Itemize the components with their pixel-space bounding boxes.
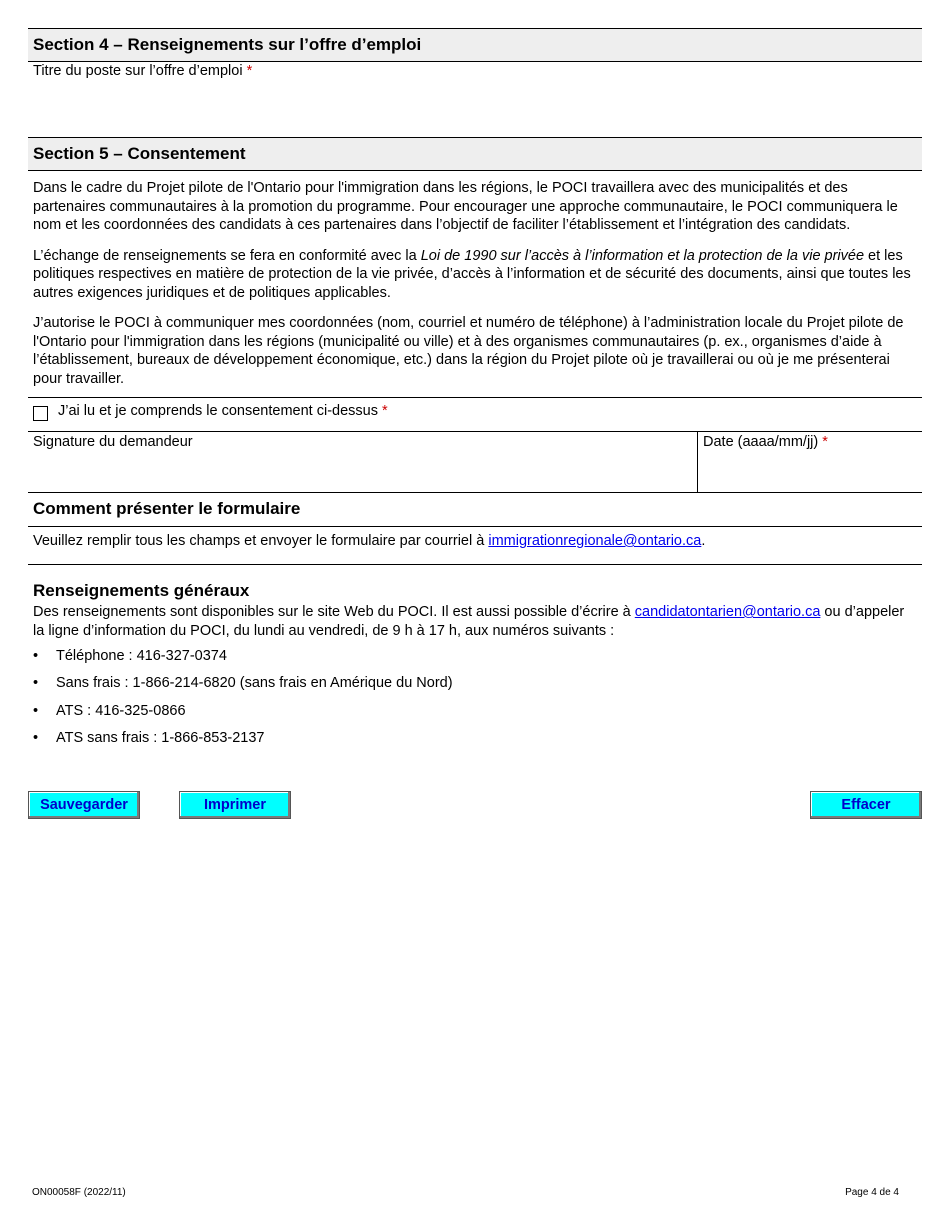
list-item — [28, 674, 922, 701]
law-title: Loi de 1990 sur l’accès à l’information et la protection de la vie privée — [420, 247, 865, 264]
general-info-title: Renseignements généraux — [33, 581, 250, 600]
consent-text — [28, 171, 922, 397]
bullet-icon: • — [33, 729, 39, 746]
save-button[interactable]: Sauvegarder — [28, 791, 140, 819]
submission-email-link[interactable]: immigrationregionale@ontario.ca — [488, 533, 702, 549]
general-info-text — [28, 603, 922, 641]
consent-paragraph-3: J’autorise le POCI à communiquer mes coordonnées (nom, courriel et numéro de téléphone) à l’administration locale du Projet pilote de l'Ontario pour l'immigration dans les régions (municipalité ou ville) et à des organismes communautaires (p. ex., organismes d’aide à l’établissement, bureaux de développement économique, etc.) dans la région du Projet pilote où je travaillerai ou où je me présenterai pour travailler. — [33, 315, 904, 387]
contact-phone: Téléphone : 416-327-0374 — [56, 648, 227, 664]
list-item — [28, 647, 922, 674]
form-page — [28, 28, 922, 756]
bullet-icon: • — [33, 702, 39, 719]
contact-toll-free: Sans frais : 1-866-214-6820 (sans frais en Amérique du Nord) — [56, 675, 453, 692]
form-code: ON00058F (2022/11) — [32, 1187, 126, 1198]
consent-paragraph-2-start: L’échange de renseignements se fera en conformité avec la — [33, 247, 421, 264]
consent-paragraph-1: Dans le cadre du Projet pilote de l'Ontario pour l'immigration dans les régions, le POCI travaillera avec des municipalités et des partenaires communautaires à la promotion du programme. Pour encourager une approche communautaire, le POCI communiquera le nom et les coordonnées des candidats à ces partenaires dans l’objectif de faciliter l’établissement et l’intégration des candidats. — [33, 180, 898, 233]
how-to-submit-text-end: . — [701, 533, 706, 549]
how-to-submit-title: Comment présenter le formulaire — [33, 499, 301, 518]
consent-paragraph-2 — [28, 247, 922, 303]
list-item — [28, 729, 922, 756]
job-title-label: Titre du poste sur l’offre d’emploi — [33, 63, 243, 79]
list-item — [28, 702, 922, 729]
contact-email-link[interactable]: candidatontarien@ontario.ca — [634, 604, 821, 620]
consent-checkbox[interactable] — [33, 406, 48, 421]
bullet-icon: • — [33, 675, 39, 692]
contact-tty: ATS : 416-325-0866 — [56, 702, 186, 719]
required-mark: * — [822, 434, 828, 450]
section4-header — [28, 28, 922, 62]
bullet-icon: • — [33, 648, 39, 664]
required-mark: * — [246, 63, 253, 79]
job-title-field[interactable] — [28, 62, 922, 137]
signature-field[interactable] — [28, 432, 698, 492]
consent-checkbox-row — [28, 397, 922, 431]
how-to-submit-text — [28, 527, 922, 565]
contact-numbers-list — [28, 647, 922, 756]
page-number: Page 4 de 4 — [845, 1187, 899, 1198]
clear-button[interactable]: Effacer — [810, 791, 922, 819]
how-to-submit-text-start: Veuillez remplir tous les champs et envoyer le formulaire par courriel à — [33, 533, 489, 549]
general-info-text-end: ou d’appeler la ligne d’information du POCI, du lundi au vendredi, de 9 h à 17 h, aux numéros suivants : — [33, 604, 905, 639]
action-buttons — [28, 791, 922, 819]
signature-row — [28, 431, 922, 492]
consent-checkbox-text: J’ai lu et je comprends le consentement ci-dessus — [58, 403, 378, 419]
section5-header — [28, 137, 922, 171]
date-label: Date (aaaa/mm/jj) — [703, 434, 819, 450]
general-info-text-start: Des renseignements sont disponibles sur le site Web du POCI. Il est aussi possible d’écrire à — [33, 604, 635, 620]
section5-title: Section 5 – Consentement — [33, 144, 246, 163]
print-button[interactable]: Imprimer — [179, 791, 291, 819]
section4-title: Section 4 – Renseignements sur l’offre d’emploi — [33, 35, 422, 54]
consent-checkbox-label — [58, 403, 388, 419]
required-mark: * — [382, 403, 388, 419]
date-field[interactable] — [698, 432, 922, 492]
signature-label: Signature du demandeur — [33, 434, 193, 450]
contact-tty-toll-free: ATS sans frais : 1-866-853-2137 — [56, 729, 265, 746]
consent-paragraph-2-end: et les politiques respectives en matière de protection de la vie privée, d’accès à l’information et de sécurité des documents, ainsi que toutes les autres exigences juridiques et de politiques applicables. — [33, 247, 911, 301]
how-to-submit-header — [28, 492, 922, 527]
